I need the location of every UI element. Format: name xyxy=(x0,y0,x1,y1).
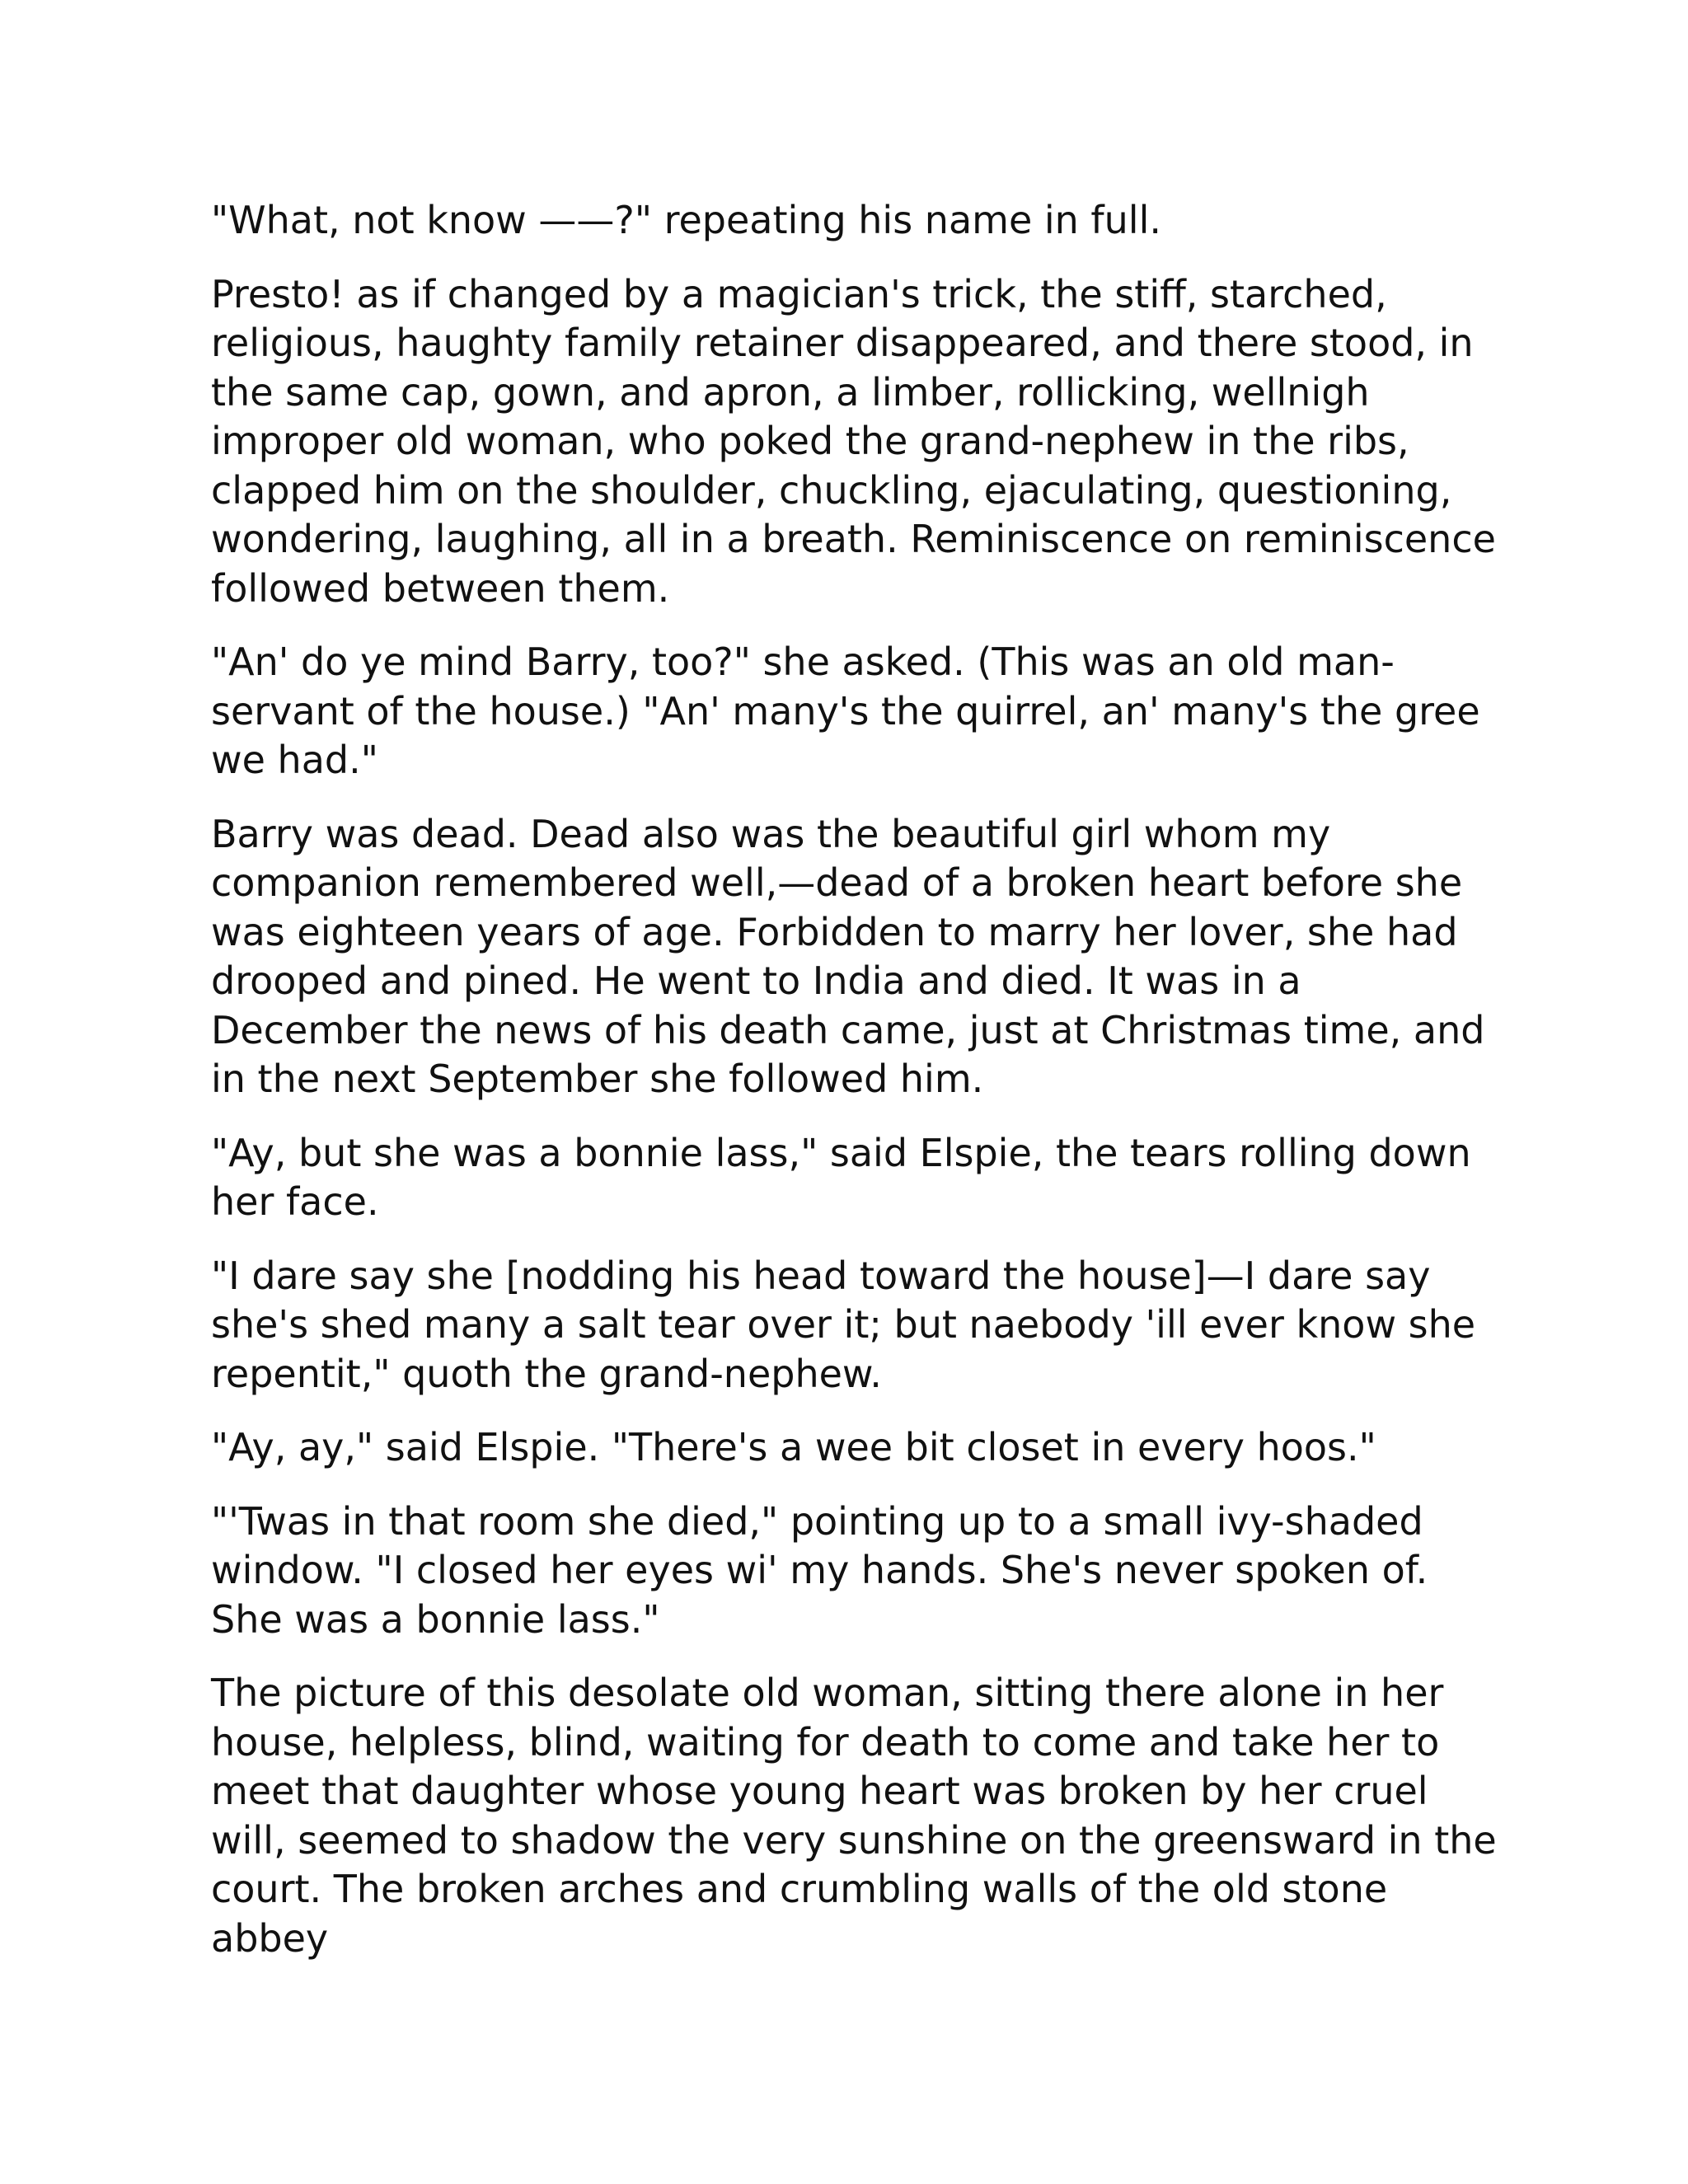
text-body xyxy=(211,196,1497,1988)
paragraph-8: "'Twas in that room she died," pointing up to a small ivy-shaded window. "I closed her eyes wi' my hands. She's never spoken of. She was a bonnie lass." xyxy=(211,1498,1428,1642)
paragraph-1: "What, not know ——?" repeating his name in full. xyxy=(211,198,1161,242)
paragraph-7: "Ay, ay," said Elspie. "There's a wee bit closet in every hoos." xyxy=(211,1425,1376,1469)
paragraph-2: Presto! as if changed by a magician's trick, the stiff, starched, religious, haughty family retainer disappeared, and there stood, in the same cap, gown, and apron, a limber, rollicking, wellnigh improper old woman, who poked the grand-nephew in the ribs, clapped him on the shoulder, chuckling, ejaculating, questioning, wondering, laughing, all in a breath. Reminiscence on reminiscence followed between them. xyxy=(211,271,1496,611)
paragraph-3: "An' do ye mind Barry, too?" she asked. (This was an old man-servant of the house.) "An' many's the quirrel, an' many's the gree we had." xyxy=(211,640,1480,782)
paragraph-5: "Ay, but she was a bonnie lass," said Elspie, the tears rolling down her face. xyxy=(211,1130,1471,1224)
paragraph-6: "I dare say she [nodding his head toward the house]—I dare say she's shed many a salt tear over it; but naebody 'ill ever know she repentit," quoth the grand-nephew. xyxy=(211,1253,1476,1396)
paragraph-4: Barry was dead. Dead also was the beautiful girl whom my companion remembered well,—dead of a broken heart before she was eighteen years of age. Forbidden to marry her lover, she had drooped and pined. He went to India and died. It was in a December the news of his death came, just at Christmas time, and in the next September she followed him. xyxy=(211,811,1485,1101)
paragraph-9: The picture of this desolate old woman, sitting there alone in her house, helpless, blind, waiting for death to come and take her to meet that daughter whose young heart was broken by her cruel will, seemed to shadow the very sunshine on the greensward in the court. The broken arches and crumbling walls of the old stone abbey xyxy=(211,1671,1497,1961)
